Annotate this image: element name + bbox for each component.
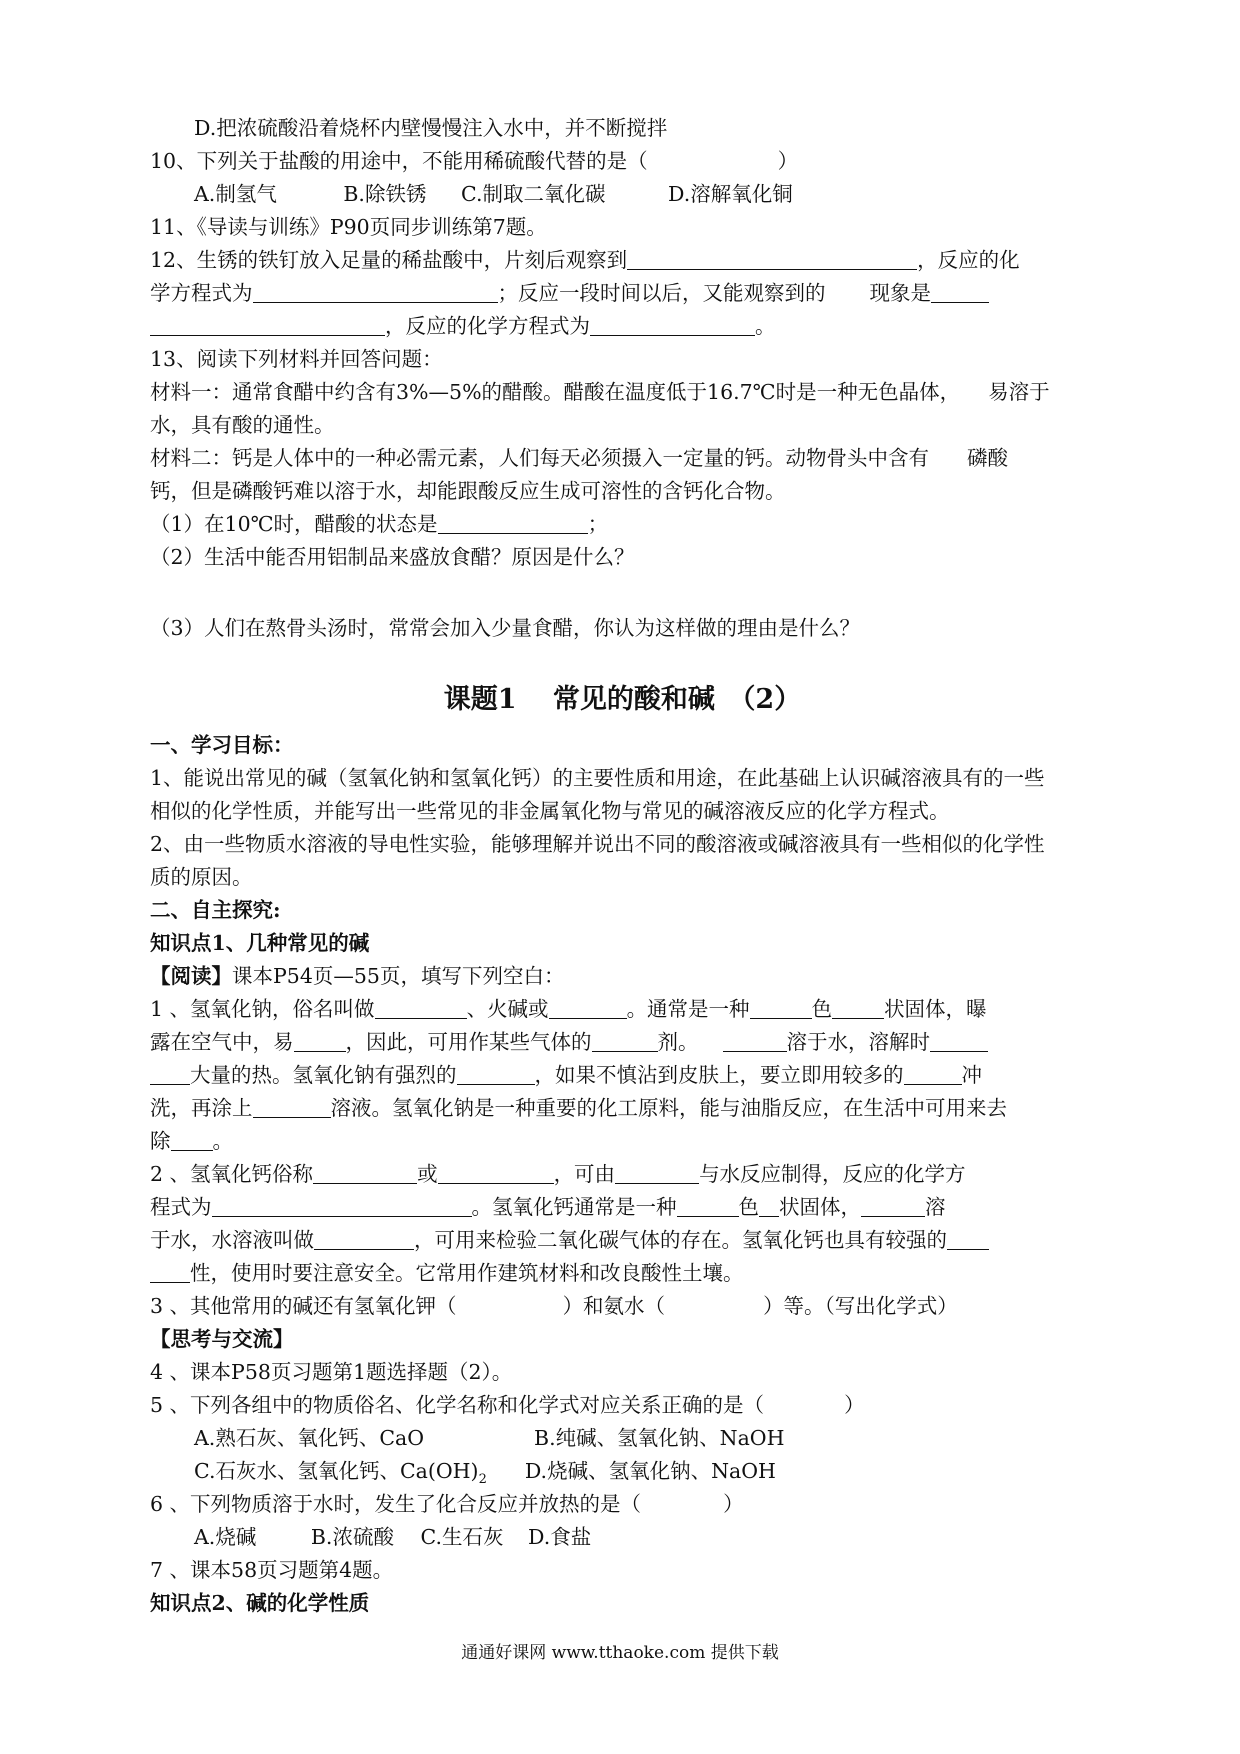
blank[interactable]	[592, 1029, 658, 1052]
worksheet-page: D.把浓硫酸沿着烧杯内壁慢慢注入水中，并不断搅拌 10、下列关于盐酸的用途中，不能用稀硫酸代替的是（ ） A.制氢气 B.除铁锈 C.制取二氧化碳 D.溶解氧化铜 11、《导读与训练》P90页同步训练第7题。 12、生锈的铁钉放入足量的稀盐酸中，片刻后观察到 ，反应的化 学方程式为 ；反应一段时间以后，又能观察到的 现象是 ，反应的化学方程式为 。 13、阅读下列材料并回答问题： 材料一：通常食醋中约含有3%—5%的醋酸。醋酸在温度低于16.7℃时是一种无色晶体， 易溶于 水，具有酸的通性。 材料二：钙是人体中的一种必需元素，人们每天必须摄入一定量的钙。动物骨头中含有 磷酸 钙，但是磷酸钙难以溶于水，却能跟酸反应生成可溶性的含钙化合物。 （1）在10℃时，醋酸的状态是 ； （2）生活中能否用铝制品来盛放食醋？原因是什么？ （3）人们在熬骨头汤时，常常会加入少量食醋，你认为这样做的理由是什么？ 课题1 常见的酸和碱 （2） 一、学习目标： 1、能说出常见的碱（氢氧化钠和氢氧化钙）的主要性质和用途，在此基础上认识碱溶液具有的一些 相似的化学性质，并能写出一些常见的非金属氧化物与常见的碱溶液反应的化学方程式。 2、由一些物质水溶液的导电性实验，能够理解并说出不同的酸溶液或碱溶液具有一些相似的化学性 质的原因。 二、自主探究: 知识点1、几种常见的碱 【阅读】课本P54页—55页，填写下列空白： 1 、氢氧化钠，俗名叫做 、火碱或 。通常是一种 色 状固体，曝 露在空气中，易 ，因此，可用作某些气体的 剂。 溶于水，溶解时 大量的热。氢氧化钠有强烈的 ，如果不慎沾到皮肤上，要立即用较多的 冲 洗，再涂上 溶液。氢氧化钠是一种重要的化工原料，能与油脂反应，在生活中可用来去 除 。 2 、氢氧化钙俗称 或 ，可由 与水反应制得，反应的化学方 程式为 。氢氧化钙通常是一种 色 状固体， 溶 于水，水溶液叫做 ，可用来检验二氧化碳气体的存在。氢氧化钙也具有较强的 性，使用时要注意安全。它常用作建筑材料和改良酸性土壤。 3 、其他常用的碱还有氢氧化钾（ ）和氨水（ ）等。（写出化学式） 【思考与交流】 4 、课本P58页习题第1题选择题（2）。 5 、下列各组中的物质俗名、化学名称和化学式对应关系正确的是（ ） A.熟石灰、氧化钙、CaO B.纯碱、氢氧化钠、NaOH C.石灰水、氢氧化钙、$Ca(OH)_2$ D.烧碱、氢氧化钠、NaOH 6 、下列物质溶于水时，发生了化合反应并放热的是（ ） A.烧碱 B.浓硫酸 C.生石灰 D.食盐 7 、课本58页习题第4题。 知识点2、碱的化学性质	[150, 112, 1095, 1620]
item-5: 5 、下列各组中的物质俗名、化学名称和化学式对应关系正确的是（ ）	[150, 1393, 865, 1417]
question-11: 11、《导读与训练》P90页同步训练第7题。	[150, 215, 547, 239]
blank[interactable]	[759, 1194, 779, 1217]
blank[interactable]	[549, 996, 627, 1019]
blank[interactable]	[615, 1161, 699, 1184]
blank[interactable]	[171, 1128, 213, 1151]
question-13: 13、阅读下列材料并回答问题：	[150, 347, 443, 371]
material-2: 材料二：钙是人体中的一种必需元素，人们每天必须摄入一定量的钙。动物骨头中含有 磷酸	[150, 446, 1008, 470]
blank[interactable]	[627, 247, 917, 270]
q10-option-b: B.除铁锈	[343, 182, 427, 206]
blank[interactable]	[723, 1029, 787, 1052]
blank[interactable]	[314, 1227, 414, 1250]
blank[interactable]	[590, 313, 755, 336]
blank[interactable]	[904, 1062, 962, 1085]
item-1: 1 、氢氧化钠，俗名叫做 、火碱或 。通常是一种 色 状固体，曝	[150, 997, 987, 1021]
q10-option-c: C.制取二氧化碳	[460, 182, 606, 206]
heading-learning-goals: 一、学习目标：	[150, 733, 294, 757]
blank[interactable]	[438, 1161, 554, 1184]
blank[interactable]	[150, 1062, 190, 1085]
item-3: 3 、其他常用的碱还有氢氧化钾（ ）和氨水（ ）等。（写出化学式）	[150, 1294, 958, 1318]
reading-instruction: 【阅读】课本P54页—55页，填写下列空白：	[150, 964, 565, 988]
blank[interactable]	[313, 1161, 417, 1184]
blank[interactable]	[931, 280, 989, 303]
item-7: 7 、课本58页习题第4题。	[150, 1558, 394, 1582]
blank[interactable]	[861, 1194, 925, 1217]
blank[interactable]	[375, 996, 467, 1019]
q10-option-d: D.溶解氧化铜	[668, 182, 793, 206]
material-1: 材料一：通常食醋中约含有3%—5%的醋酸。醋酸在温度低于16.7℃时是一种无色晶体， 易溶于	[150, 380, 1050, 404]
q10-options	[150, 178, 1095, 211]
item-5-options-cd	[150, 1455, 1095, 1488]
blank[interactable]	[438, 511, 588, 534]
blank[interactable]	[212, 1194, 472, 1217]
blank[interactable]	[750, 996, 812, 1019]
goal-2: 2、由一些物质水溶液的导电性实验，能够理解并说出不同的酸溶液或碱溶液具有一些相似的化学性	[150, 832, 1045, 856]
page-footer: 通通好课网 www.tthaoke.com 提供下载	[461, 1643, 779, 1663]
blank[interactable]	[947, 1227, 989, 1250]
blank[interactable]	[150, 313, 385, 336]
heading-knowledge-point-1: 知识点1、几种常见的碱	[150, 931, 370, 955]
blank[interactable]	[832, 996, 884, 1019]
item-6-option-a: A.烧碱	[194, 1525, 257, 1549]
blank[interactable]	[294, 1029, 346, 1052]
blank[interactable]	[150, 1260, 190, 1283]
item-4: 4 、课本P58页习题第1题选择题（2）。	[150, 1360, 513, 1384]
q10-option-a: A.制氢气	[194, 182, 277, 206]
item-6-option-c: C.生石灰	[420, 1525, 504, 1549]
heading-self-study: 二、自主探究:	[150, 898, 281, 922]
blank[interactable]	[677, 1194, 739, 1217]
section-title: 课题1 常见的酸和碱 （2）	[443, 684, 802, 715]
heading-think-discuss: 【思考与交流】	[150, 1327, 294, 1351]
blank[interactable]	[457, 1062, 535, 1085]
q13-part-1: （1）在10℃时，醋酸的状态是 ；	[150, 512, 609, 536]
q9-option-d: D.把浓硫酸沿着烧杯内壁慢慢注入水中，并不断搅拌	[194, 116, 668, 140]
blank[interactable]	[253, 280, 498, 303]
item-6: 6 、下列物质溶于水时，发生了化合反应并放热的是（ ）	[150, 1492, 744, 1516]
question-12: 12、生锈的铁钉放入足量的稀盐酸中，片刻后观察到 ，反应的化	[150, 248, 1020, 272]
item-2: 2 、氢氧化钙俗称 或 ，可由 与水反应制得，反应的化学方	[150, 1162, 966, 1186]
item-5-option-c: C.石灰水、氢氧化钙、$Ca(OH)_2$	[194, 1459, 487, 1488]
item-5-options-ab	[150, 1422, 1095, 1455]
item-6-option-b: B.浓硫酸	[310, 1525, 394, 1549]
q13-part-2: （2）生活中能否用铝制品来盛放食醋？原因是什么？	[150, 545, 635, 569]
item-5-option-d: D.烧碱、氢氧化钠、NaOH	[524, 1459, 776, 1483]
item-6-option-d: D.食盐	[528, 1525, 592, 1549]
q13-part-3: （3）人们在熬骨头汤时，常常会加入少量食醋，你认为这样做的理由是什么？	[150, 616, 861, 640]
blank[interactable]	[253, 1095, 331, 1118]
blank[interactable]	[930, 1029, 988, 1052]
item-5-option-a: A.熟石灰、氧化钙、CaO	[194, 1426, 425, 1450]
item-5-option-b: B.纯碱、氢氧化钠、NaOH	[534, 1426, 785, 1450]
goal-1: 1、能说出常见的碱（氢氧化钠和氢氧化钙）的主要性质和用途，在此基础上认识碱溶液具有的一些	[150, 766, 1045, 790]
heading-knowledge-point-2: 知识点2、碱的化学性质	[150, 1591, 370, 1615]
question-10: 10、下列关于盐酸的用途中，不能用稀硫酸代替的是（ ）	[150, 149, 799, 173]
item-6-options	[150, 1521, 1095, 1554]
